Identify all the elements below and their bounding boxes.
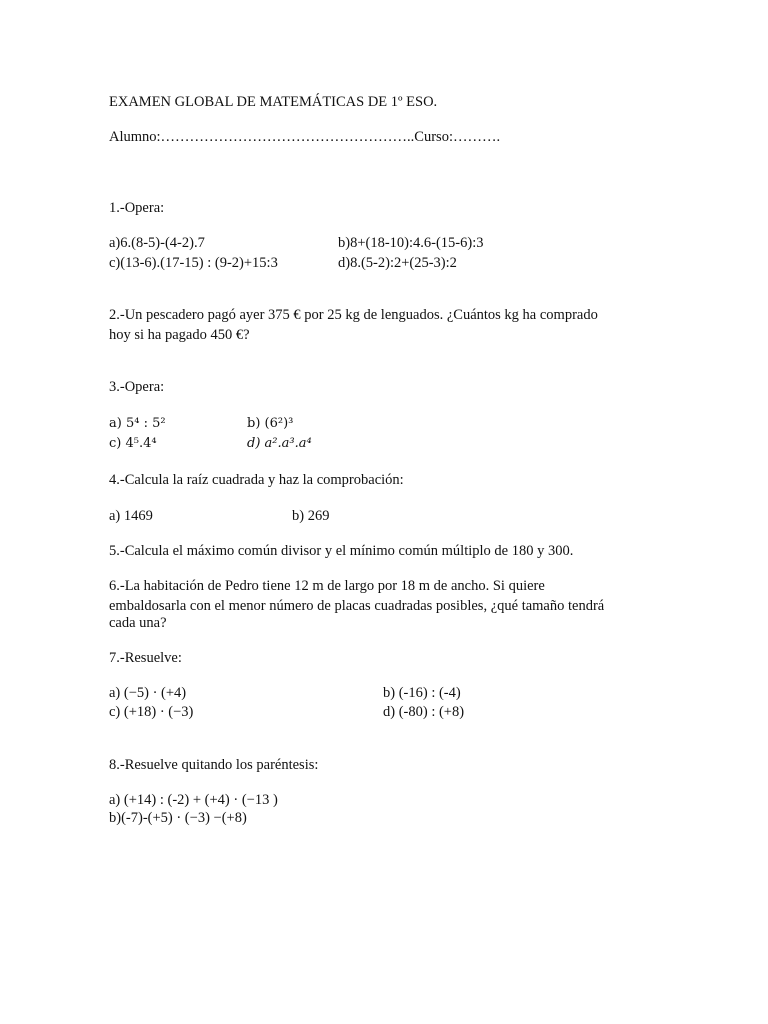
q2-line-2: hoy si ha pagado 450 €? [109, 327, 250, 343]
q3-item-c: c) 4⁵.4⁴ [109, 436, 157, 451]
q6-line-3: cada una? [109, 615, 167, 631]
q7-item-b: b) (-16) : (-4) [383, 685, 461, 701]
q1-item-d: d)8.(5-2):2+(25-3):2 [338, 255, 457, 271]
q8-item-b: b)(-7)-(+5) · (−3) −(+8) [109, 810, 247, 826]
q7-item-d: d) (-80) : (+8) [383, 704, 465, 720]
q1-item-a: a)6.(8-5)-(4-2).7 [109, 235, 205, 251]
q2-line-1: 2.-Un pescadero pagó ayer 375 € por 25 kg de lenguados. ¿Cuántos kg ha comprado [109, 307, 598, 323]
q5-text: 5.-Calcula el máximo común divisor y el mínimo común múltiplo de 180 y 300. [109, 543, 574, 559]
q7-heading: 7.-Resuelve: [109, 650, 182, 666]
q7-item-a: a) (−5) · (+4) [109, 685, 187, 701]
q7-item-c: c) (+18) · (−3) [109, 704, 194, 720]
q1-item-b: b)8+(18-10):4.6-(15-6):3 [338, 235, 484, 251]
q4-heading: 4.-Calcula la raíz cuadrada y haz la comprobación: [109, 472, 404, 488]
q3-item-a: a) 5⁴ : 5² [109, 416, 166, 431]
q3-heading: 3.-Opera: [109, 379, 165, 395]
student-course-line: Alumno:……………………………………………..Curso:………. [109, 129, 501, 145]
exam-title: EXAMEN GLOBAL DE MATEMÁTICAS DE 1º ESO. [109, 94, 438, 110]
q1-heading: 1.-Opera: [109, 200, 165, 216]
q3-item-b: b) (6²)³ [247, 416, 294, 431]
q6-line-2: embaldosarla con el menor número de placas cuadradas posibles, ¿qué tamaño tendrá [109, 598, 605, 614]
q3-item-d: d) a².a³.a⁴ [247, 436, 312, 451]
q6-line-1: 6.-La habitación de Pedro tiene 12 m de largo por 18 m de ancho. Si quiere [109, 578, 545, 594]
q4-item-a: a) 1469 [109, 508, 153, 524]
q4-item-b: b) 269 [292, 508, 330, 524]
q8-heading: 8.-Resuelve quitando los paréntesis: [109, 757, 319, 773]
q1-item-c: c)(13-6).(17-15) : (9-2)+15:3 [109, 255, 278, 271]
q8-item-a: a) (+14) : (-2) + (+4) · (−13 ) [109, 792, 278, 808]
